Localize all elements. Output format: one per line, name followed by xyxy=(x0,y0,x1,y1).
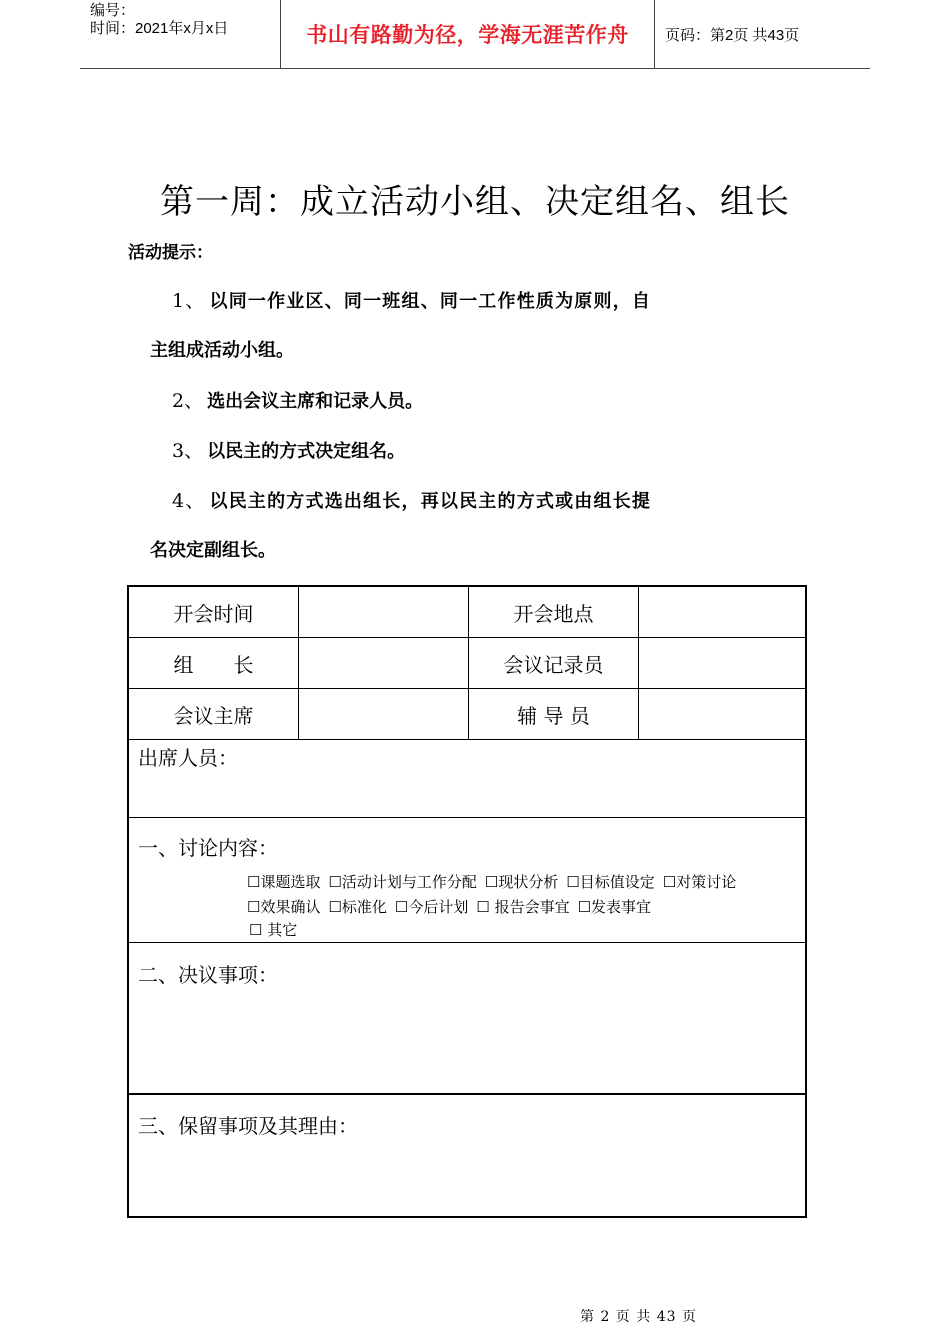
number-label: 编号： xyxy=(90,2,136,19)
checkbox-line-2 xyxy=(247,895,659,920)
header-motto: 书山有路勤为径，学海无涯苦作舟 xyxy=(281,0,655,68)
time-label: 时间：2021年x月x日 xyxy=(90,20,229,37)
checkbox-line-1 xyxy=(247,870,744,895)
label-meeting-time: 开会时间 xyxy=(129,587,299,637)
field-chairman[interactable] xyxy=(299,689,469,739)
checkbox-status-analysis[interactable]: ☐现状分析 xyxy=(484,873,559,891)
page-footer: 第 2 页 共 43 页 xyxy=(580,1309,697,1325)
hint-item-3 xyxy=(172,438,405,465)
hint-item-3-num: 3、 xyxy=(172,440,204,462)
discussion-label: 一、讨论内容： xyxy=(138,836,278,860)
hint-item-3-text: 以民主的方式决定组名。 xyxy=(207,441,406,462)
field-group-leader[interactable] xyxy=(299,638,469,688)
attendees-section[interactable] xyxy=(129,740,805,818)
checkbox-effect-confirm[interactable]: ☐效果确认 xyxy=(247,898,321,916)
resolution-section[interactable] xyxy=(129,943,805,1095)
label-chairman: 会议主席 xyxy=(129,689,299,739)
checkbox-topic-selection[interactable]: ☐课题选取 xyxy=(247,873,321,891)
checkbox-countermeasure[interactable]: ☐对策讨论 xyxy=(662,873,737,891)
label-counselor: 辅 导 员 xyxy=(469,689,639,739)
form-row-3 xyxy=(129,689,805,740)
label-meeting-place: 开会地点 xyxy=(469,587,639,637)
meeting-form xyxy=(127,585,807,1218)
form-row-1 xyxy=(129,587,805,638)
form-row-2 xyxy=(129,638,805,689)
reserved-section[interactable] xyxy=(129,1095,805,1216)
checkbox-activity-plan[interactable]: ☐活动计划与工作分配 xyxy=(328,873,477,891)
field-meeting-place[interactable] xyxy=(639,587,805,637)
checkbox-publication[interactable]: ☐发表事宜 xyxy=(577,898,652,916)
checkbox-standardization[interactable]: ☐标准化 xyxy=(328,898,387,916)
hint-item-1 xyxy=(172,288,651,315)
hint-item-2 xyxy=(172,388,423,415)
hint-item-4-num: 4、 xyxy=(172,490,206,512)
checkbox-target-setting[interactable]: ☐目标值设定 xyxy=(566,873,655,891)
attendees-label: 出席人员： xyxy=(138,746,238,770)
reserved-label: 三、保留事项及其理由： xyxy=(138,1114,358,1138)
discussion-section xyxy=(129,818,805,943)
hint-label: 活动提示： xyxy=(128,243,213,263)
checkbox-line-3 xyxy=(249,918,511,943)
other-blank-line[interactable] xyxy=(303,926,511,943)
hint-item-4 xyxy=(172,488,651,515)
field-recorder[interactable] xyxy=(639,638,805,688)
label-recorder: 会议记录员 xyxy=(469,638,639,688)
header-page-info: 页码：第2页 共43页 xyxy=(665,27,800,44)
page-header xyxy=(80,0,870,69)
field-counselor[interactable] xyxy=(639,689,805,739)
hint-item-2-text: 选出会议主席和记录人员。 xyxy=(207,391,424,412)
page-title: 第一周：成立活动小组、决定组名、组长 xyxy=(160,182,790,222)
checkbox-other[interactable]: ☐ 其它 xyxy=(249,921,298,939)
resolution-label: 二、决议事项： xyxy=(138,963,278,987)
header-meta xyxy=(80,0,281,68)
checkbox-report-meeting[interactable]: ☐ 报告会事宜 xyxy=(476,898,570,916)
hint-item-2-num: 2、 xyxy=(172,390,204,412)
hint-item-4-text: 以民主的方式选出组长，再以民主的方式或由组长提 xyxy=(209,491,652,512)
hint-item-1-cont: 主组成活动小组。 xyxy=(150,340,294,361)
field-meeting-time[interactable] xyxy=(299,587,469,637)
hint-item-1-num: 1、 xyxy=(172,290,206,312)
label-group-leader: 组 长 xyxy=(129,638,299,688)
hint-item-1-text: 以同一作业区、同一班组、同一工作性质为原则，自 xyxy=(209,291,652,312)
hint-item-4-cont: 名决定副组长。 xyxy=(150,540,276,561)
checkbox-future-plan[interactable]: ☐今后计划 xyxy=(394,898,469,916)
